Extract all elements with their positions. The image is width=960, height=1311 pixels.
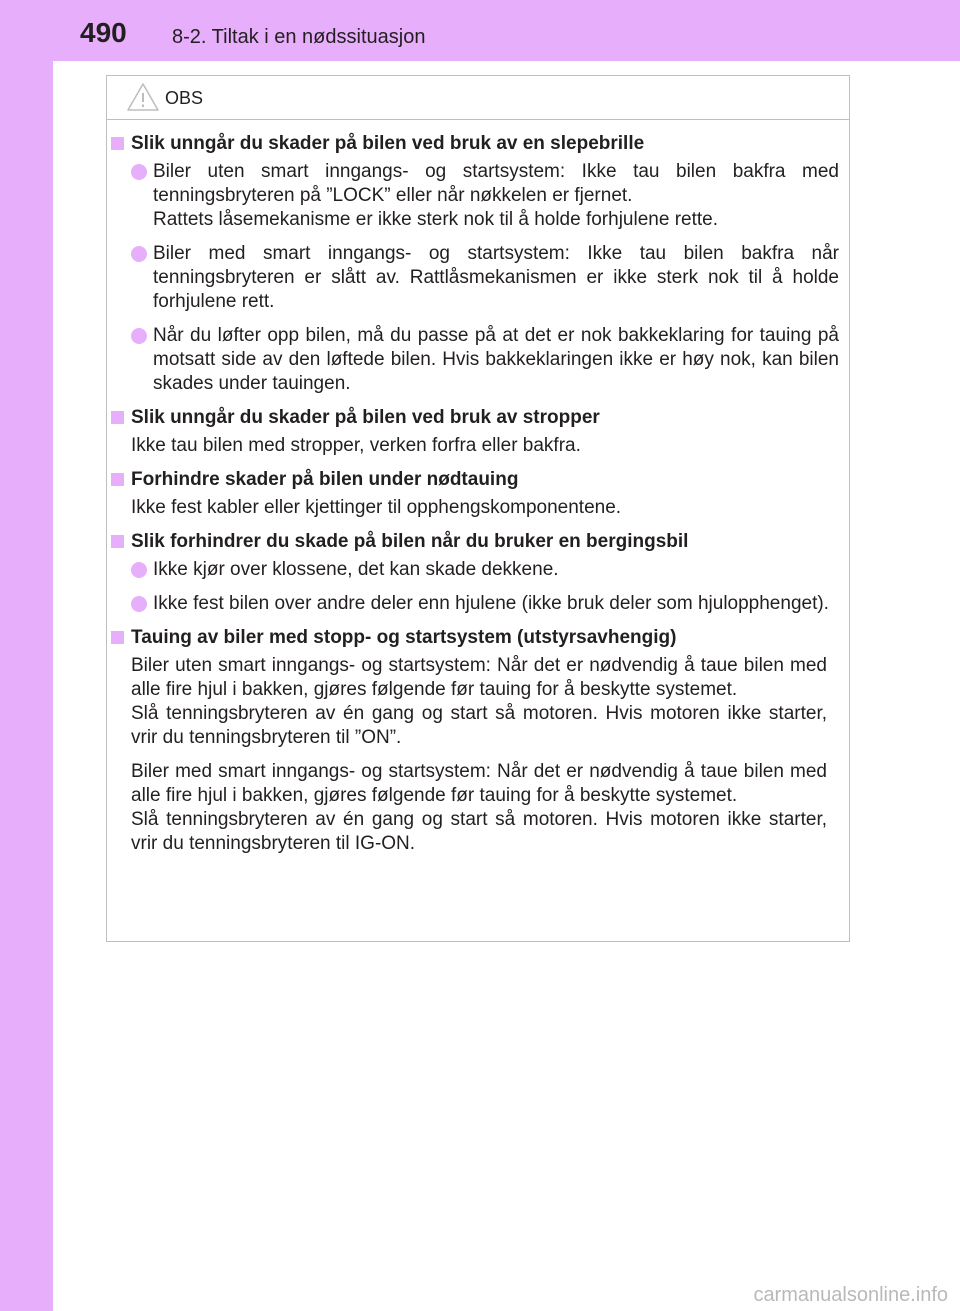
round-bullet-icon [131, 246, 147, 262]
section-heading: Slik forhindrer du skade på bilen når du bruker en bergingsbil [107, 530, 839, 554]
round-bullet-icon [131, 328, 147, 344]
square-bullet-icon [111, 473, 124, 486]
bullet-item: Biler med smart inngangs- og startsystem: Ikke tau bilen bakfra når tenningsbryteren er slått av. Rattlåsmekanismen er ikke sterk nok til å holde forhjulene rett. [107, 242, 839, 314]
warning-triangle-icon [126, 82, 160, 112]
section-heading: Slik unngår du skader på bilen ved bruk av stropper [107, 406, 839, 430]
section-text: Ikke fest kabler eller kjettinger til opphengskomponentene. [131, 497, 622, 518]
section-title: 8-2. Tiltak i en nødssituasjon [172, 26, 426, 48]
notice-body [107, 120, 849, 856]
square-bullet-icon [111, 535, 124, 548]
side-color-bar [0, 0, 53, 1311]
bullet-item: Ikke fest bilen over andre deler enn hjulene (ikke bruk deler som hjulopphenget). [107, 592, 839, 616]
notice-header [107, 76, 849, 120]
round-bullet-icon [131, 596, 147, 612]
section-heading: Slik unngår du skader på bilen ved bruk av en slepebrille [107, 132, 839, 156]
section-text: Ikke tau bilen med stropper, verken forfra eller bakfra. [131, 435, 581, 456]
bullet-item: Når du løfter opp bilen, må du passe på at det er nok bakkeklaring for tauing på motsatt side av den løftede bilen. Hvis bakkeklaringen ikke er høy nok, kan bilen skades under tauingen. [107, 324, 839, 396]
notice-box [106, 75, 850, 942]
watermark-text: carmanualsonline.info [753, 1284, 948, 1306]
section-paragraph: Biler med smart inngangs- og startsystem: Når det er nødvendig å taue bilen med alle fire hjul i bakken, gjøres følgende før tauing for å beskytte systemet. Slå tenningsbryteren av én gang og start så motoren. Hvis motoren ikke starter, vrir du tenningsbryteren til IG-ON. [131, 761, 827, 854]
section-heading: Tauing av biler med stopp- og startsystem (utstyrsavhengig) [107, 626, 839, 650]
bullet-item: Ikke kjør over klossene, det kan skade dekkene. [107, 558, 839, 582]
bullet-item: Biler uten smart inngangs- og startsystem: Ikke tau bilen bakfra med tenningsbryteren på ”LOCK” eller når nøkkelen er fjernet. Rattets låsemekanisme er ikke sterk nok til å holde forhjulene rette. [107, 160, 839, 232]
page-number: 490 [80, 17, 127, 48]
square-bullet-icon [111, 137, 124, 150]
round-bullet-icon [131, 562, 147, 578]
section-paragraph: Biler uten smart inngangs- og startsystem: Når det er nødvendig å taue bilen med alle fire hjul i bakken, gjøres følgende før tauing for å beskytte systemet. Slå tenningsbryteren av én gang og start så motoren. Hvis motoren ikke starter, vrir du tenningsbryteren til ”ON”. [131, 655, 827, 748]
round-bullet-icon [131, 164, 147, 180]
square-bullet-icon [111, 411, 124, 424]
section-heading: Forhindre skader på bilen under nødtauing [107, 468, 839, 492]
square-bullet-icon [111, 631, 124, 644]
notice-label: OBS [165, 88, 204, 108]
header-band [0, 0, 960, 61]
